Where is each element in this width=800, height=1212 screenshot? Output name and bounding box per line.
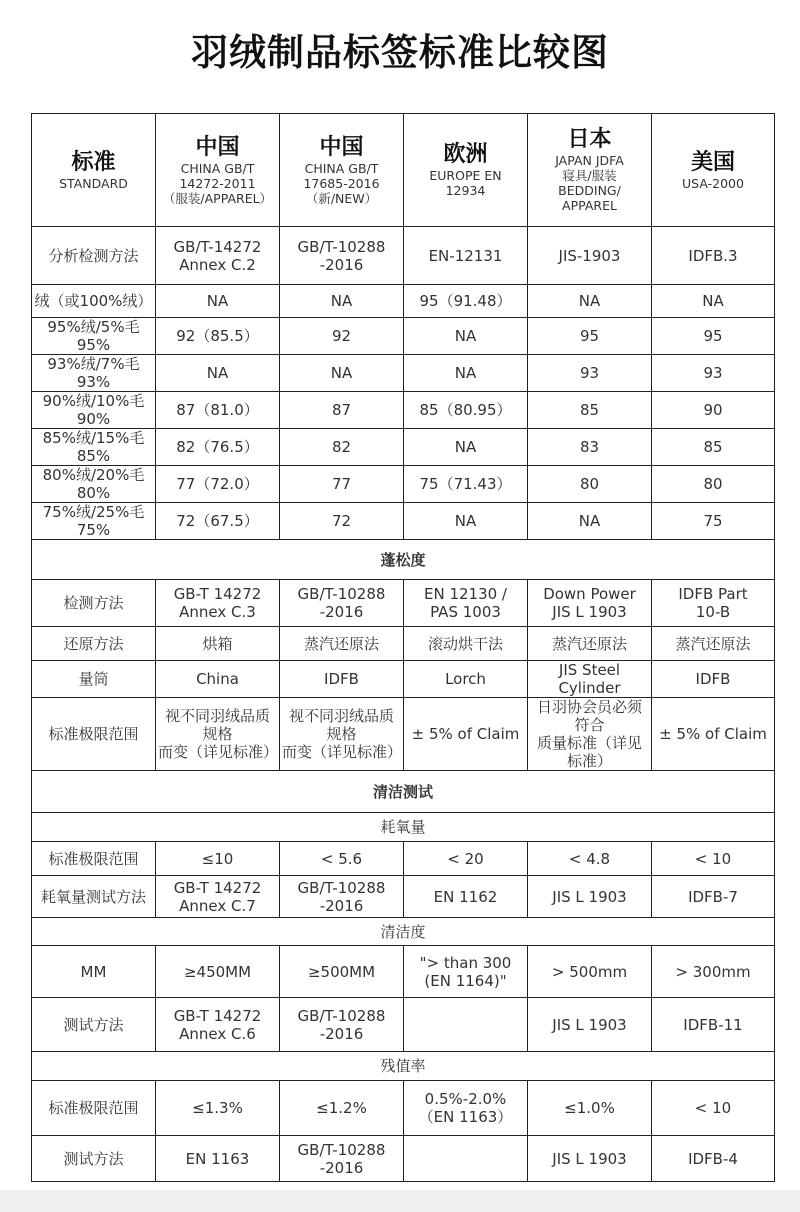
- cell-line: -2016: [319, 603, 364, 621]
- cell-line: 87: [331, 401, 352, 419]
- table-cell: [652, 698, 775, 771]
- table-cell: [156, 627, 280, 661]
- header-row: [32, 114, 775, 227]
- table-cell: [404, 429, 528, 466]
- table-cell: [280, 503, 404, 540]
- cell-line: （服装/APPAREL）: [162, 190, 273, 206]
- cell-line: GB-T 14272: [173, 1006, 262, 1025]
- table-cell: [404, 580, 528, 627]
- cell-line: GB/T-10288: [297, 1140, 386, 1159]
- cell-line: 75: [703, 512, 723, 530]
- cell-line: Down Power: [543, 585, 636, 603]
- cell-line: ≤1.0%: [564, 1099, 615, 1117]
- cell-line: 17685-2016: [303, 175, 380, 191]
- table-cell: [528, 661, 652, 698]
- cell-line: NA: [330, 292, 353, 310]
- table-cell: [404, 227, 528, 285]
- table-cell: [528, 998, 652, 1052]
- cell-line: 0.5%-2.0%: [424, 1090, 507, 1108]
- cell-line: JIS L 1903: [552, 887, 627, 906]
- cell-line: JIS L 1903: [552, 603, 627, 621]
- table-cell: [652, 429, 775, 466]
- table-cell: [280, 876, 404, 918]
- cell-line: 蒸汽还原法: [303, 634, 379, 653]
- table-row: [32, 1081, 775, 1136]
- table-cell: [280, 998, 404, 1052]
- table-cell: [280, 227, 404, 285]
- cell-line: Lorch: [445, 670, 486, 688]
- header-col: [156, 114, 280, 227]
- table-cell: [652, 661, 775, 698]
- table-cell: [528, 429, 652, 466]
- cell-line: ≤1.3%: [192, 1099, 243, 1117]
- cell-line: 92（85.5）: [176, 327, 259, 345]
- table-cell: [280, 429, 404, 466]
- cell-line: （新/NEW）: [305, 190, 378, 206]
- cell-line: -2016: [319, 896, 364, 915]
- table-cell: [652, 318, 775, 355]
- table-cell: [404, 698, 528, 771]
- cell-line: BEDDING/: [558, 183, 621, 198]
- table-row: [32, 661, 775, 698]
- cell-line: 标准: [71, 149, 116, 175]
- table-row: [32, 429, 775, 466]
- row-label: 标准极限范围: [32, 842, 156, 876]
- cell-line: 77: [331, 475, 352, 493]
- cell-line: GB/T-14272: [173, 237, 262, 256]
- row-label: 量筒: [32, 661, 156, 698]
- row-label: 75%绒/25%毛 75%: [32, 503, 156, 540]
- cell-line: 蒸汽还原法: [551, 634, 627, 653]
- cell-line: 10-B: [695, 603, 731, 621]
- cell-line: EN 1163: [185, 1149, 250, 1168]
- cell-line: 80: [579, 475, 600, 493]
- cell-line: 蒸汽还原法: [675, 634, 751, 653]
- cell-line: IDFB Part: [678, 585, 748, 603]
- cell-line: 而变（详见标准）: [158, 743, 279, 761]
- table-cell: [156, 355, 280, 392]
- table-cell: [652, 285, 775, 318]
- cell-line: NA: [454, 364, 477, 382]
- header-col: [652, 114, 775, 227]
- row-label: 80%绒/20%毛 80%: [32, 466, 156, 503]
- subsection-turbidity-cell: 清洁度: [32, 918, 775, 946]
- cell-line: 视不同羽绒品质规格: [164, 707, 270, 743]
- table-cell: [156, 285, 280, 318]
- row-label: 标准极限范围: [32, 1081, 156, 1136]
- cell-line: 85: [579, 401, 600, 419]
- cell-line: ≤10: [201, 849, 234, 868]
- cell-line: < 10: [694, 849, 732, 868]
- table-cell: [404, 466, 528, 503]
- table-cell: [404, 503, 528, 540]
- table-cell: [652, 392, 775, 429]
- table-cell: [404, 946, 528, 998]
- cell-line: "> than 300: [419, 953, 512, 972]
- table-row: [32, 392, 775, 429]
- table-cell: [652, 227, 775, 285]
- cell-line: 中国: [195, 134, 240, 160]
- cell-line: -2016: [319, 1024, 364, 1043]
- cell-line: CHINA GB/T: [304, 160, 379, 176]
- table-cell: [528, 698, 652, 771]
- cell-line: EN-12131: [428, 246, 503, 265]
- cell-line: (EN 1164)": [424, 971, 507, 990]
- cell-line: 85（80.95）: [419, 401, 512, 419]
- cell-line: -2016: [319, 255, 364, 274]
- subsection-residue-cell: 残值率: [32, 1052, 775, 1081]
- cell-line: 美国: [690, 149, 735, 175]
- table-cell: [280, 1136, 404, 1182]
- row-label: 检测方法: [32, 580, 156, 627]
- cell-line: < 5.6: [320, 849, 363, 868]
- table-cell: [280, 355, 404, 392]
- table-cell: [156, 842, 280, 876]
- cell-line: 烘箱: [202, 634, 233, 653]
- footer-strip: [0, 1190, 800, 1212]
- cell-line: < 4.8: [568, 849, 611, 868]
- cell-line: ± 5% of Claim: [659, 725, 767, 743]
- cell-line: 75（71.43）: [419, 475, 512, 493]
- cell-line: 95: [703, 327, 723, 345]
- table-cell: [156, 392, 280, 429]
- table-cell: [652, 355, 775, 392]
- table-cell: [156, 503, 280, 540]
- cell-line: EN 1162: [433, 887, 498, 906]
- cell-line: 87（81.0）: [176, 401, 259, 419]
- table-cell: [280, 661, 404, 698]
- table-cell: [280, 842, 404, 876]
- cell-line: EUROPE EN: [429, 168, 502, 183]
- table-cell: [652, 998, 775, 1052]
- table-cell: [280, 698, 404, 771]
- table-cell: [156, 1081, 280, 1136]
- table-cell: [156, 466, 280, 503]
- table-cell: [652, 842, 775, 876]
- table-row: [32, 503, 775, 540]
- table-cell: [404, 355, 528, 392]
- section-cleanliness-cell: 清洁测试: [32, 771, 775, 813]
- cell-line: 质量标准（详见标准）: [536, 734, 642, 770]
- cell-line: 欧洲: [443, 142, 488, 167]
- table-cell: [156, 580, 280, 627]
- table-row: [32, 285, 775, 318]
- table-cell: [652, 1136, 775, 1182]
- row-label: 绒（或100%绒）: [32, 285, 156, 318]
- header-standard: [32, 114, 156, 227]
- table-cell: [156, 227, 280, 285]
- table-cell: [404, 1081, 528, 1136]
- table-row: [32, 580, 775, 627]
- header-col: [280, 114, 404, 227]
- table-cell: [156, 698, 280, 771]
- table-cell: [404, 998, 528, 1052]
- table-cell: [404, 285, 528, 318]
- cell-line: EN 12130 /: [423, 585, 507, 603]
- table-row: [32, 698, 775, 771]
- cell-line: 72（67.5）: [176, 512, 259, 530]
- table-cell: [528, 355, 652, 392]
- cell-line: 77（72.0）: [176, 475, 259, 493]
- cell-line: Annex C.2: [179, 255, 256, 274]
- section-cleanliness: [32, 771, 775, 813]
- row-label: 测试方法: [32, 1136, 156, 1182]
- page-title: 羽绒制品标签标准比较图: [191, 31, 609, 74]
- cell-line: IDFB: [695, 670, 731, 688]
- row-label: 90%绒/10%毛 90%: [32, 392, 156, 429]
- table-cell: [528, 285, 652, 318]
- row-label: 93%绒/7%毛 93%: [32, 355, 156, 392]
- cell-line: 14272-2011: [179, 175, 256, 191]
- table-row: [32, 227, 775, 285]
- cell-line: ≤1.2%: [316, 1099, 367, 1117]
- table-cell: [652, 1081, 775, 1136]
- subsection-turbidity: [32, 918, 775, 946]
- cell-line: > 300mm: [675, 962, 751, 981]
- cell-line: GB-T 14272: [173, 585, 262, 603]
- section-fill-power: [32, 540, 775, 580]
- table-row: [32, 1136, 775, 1182]
- table-cell: [280, 946, 404, 998]
- table-cell: [652, 946, 775, 998]
- cell-line: NA: [330, 364, 353, 382]
- cell-line: 90: [703, 401, 723, 419]
- table-cell: [404, 627, 528, 661]
- row-label: 85%绒/15%毛 85%: [32, 429, 156, 466]
- table-row: [32, 876, 775, 918]
- table-cell: [156, 318, 280, 355]
- table-cell: [652, 503, 775, 540]
- cell-line: JIS Steel Cylinder: [558, 661, 621, 697]
- cell-line: APPAREL: [562, 198, 617, 213]
- cell-line: 而变（详见标准）: [282, 743, 403, 761]
- subsection-oxygen-cell: 耗氧量: [32, 813, 775, 842]
- table-cell: [528, 1081, 652, 1136]
- cell-line: 72: [331, 512, 352, 530]
- table-cell: [404, 318, 528, 355]
- cell-line: NA: [578, 512, 601, 530]
- cell-line: 滚动烘干法: [427, 634, 503, 653]
- header-col: [528, 114, 652, 227]
- table-cell: [156, 876, 280, 918]
- cell-line: JIS-1903: [558, 246, 621, 265]
- table-cell: [652, 466, 775, 503]
- cell-line: ≥450MM: [183, 962, 252, 981]
- table-cell: [156, 661, 280, 698]
- cell-line: 80: [703, 475, 723, 493]
- table-row: [32, 355, 775, 392]
- row-label: 分析检测方法: [32, 227, 156, 285]
- row-label: 标准极限范围: [32, 698, 156, 771]
- table-cell: [404, 1136, 528, 1182]
- table-cell: [528, 876, 652, 918]
- cell-line: IDFB-4: [688, 1149, 738, 1168]
- cell-line: 寝具/服装: [562, 168, 617, 183]
- table-cell: [404, 392, 528, 429]
- cell-line: NA: [454, 327, 477, 345]
- cell-line: < 10: [694, 1099, 732, 1117]
- table-row: [32, 998, 775, 1052]
- table-cell: [528, 392, 652, 429]
- subsection-oxygen: [32, 813, 775, 842]
- cell-line: NA: [454, 438, 477, 456]
- cell-line: 82（76.5）: [176, 438, 259, 456]
- table-cell: [528, 842, 652, 876]
- table-row: [32, 318, 775, 355]
- table-row: [32, 466, 775, 503]
- cell-line: 85: [703, 438, 723, 456]
- cell-line: NA: [206, 364, 229, 382]
- table-cell: [652, 876, 775, 918]
- cell-line: NA: [454, 512, 477, 530]
- table-cell: [528, 627, 652, 661]
- cell-line: GB-T 14272: [173, 878, 262, 897]
- table-cell: [280, 318, 404, 355]
- table-cell: [528, 318, 652, 355]
- cell-line: USA-2000: [682, 175, 744, 191]
- table-cell: [404, 842, 528, 876]
- cell-line: IDFB.3: [688, 246, 738, 265]
- cell-line: 82: [331, 438, 352, 456]
- table-cell: [528, 946, 652, 998]
- row-label: 测试方法: [32, 998, 156, 1052]
- table-cell: [156, 946, 280, 998]
- table-row: [32, 627, 775, 661]
- row-label: 耗氧量测试方法: [32, 876, 156, 918]
- table-cell: [652, 580, 775, 627]
- cell-line: JIS L 1903: [552, 1149, 627, 1168]
- cell-line: JAPAN JDFA: [555, 153, 624, 168]
- cell-line: > 500mm: [551, 962, 628, 981]
- cell-line: ± 5% of Claim: [411, 725, 520, 743]
- comparison-table: [31, 113, 775, 1182]
- table-cell: [280, 1081, 404, 1136]
- row-label: 95%绒/5%毛 95%: [32, 318, 156, 355]
- cell-line: IDFB-11: [683, 1015, 743, 1034]
- row-label: 还原方法: [32, 627, 156, 661]
- cell-line: GB/T-10288: [297, 878, 386, 897]
- cell-line: 93: [703, 364, 723, 382]
- cell-line: 83: [579, 438, 600, 456]
- cell-line: 日本: [567, 127, 612, 152]
- cell-line: （EN 1163）: [418, 1108, 513, 1126]
- cell-line: GB/T-10288: [297, 585, 386, 603]
- cell-line: NA: [206, 292, 229, 310]
- cell-line: CHINA GB/T: [180, 160, 255, 176]
- cell-line: ≥500MM: [307, 962, 376, 981]
- cell-line: 93: [579, 364, 600, 382]
- table-cell: [280, 580, 404, 627]
- cell-line: NA: [702, 292, 724, 310]
- table-cell: [652, 627, 775, 661]
- cell-line: GB/T-10288: [297, 1006, 386, 1025]
- table-cell: [156, 429, 280, 466]
- cell-line: JIS L 1903: [552, 1015, 627, 1034]
- table-cell: [280, 627, 404, 661]
- cell-line: China: [196, 670, 239, 688]
- row-label: MM: [32, 946, 156, 998]
- cell-line: 95（91.48）: [419, 292, 512, 310]
- header-col: [404, 114, 528, 227]
- table-cell: [280, 285, 404, 318]
- table-row: [32, 946, 775, 998]
- section-fill-power-cell: 蓬松度: [32, 540, 775, 580]
- cell-line: 92: [331, 327, 352, 345]
- cell-line: 12934: [445, 183, 486, 198]
- table-cell: [404, 876, 528, 918]
- cell-line: IDFB: [324, 670, 359, 688]
- cell-line: NA: [578, 292, 601, 310]
- table-cell: [528, 1136, 652, 1182]
- cell-line: IDFB-7: [688, 887, 738, 906]
- table-cell: [156, 998, 280, 1052]
- table-cell: [528, 503, 652, 540]
- cell-line: Annex C.6: [179, 1024, 256, 1043]
- subsection-residue: [32, 1052, 775, 1081]
- table-cell: [156, 1136, 280, 1182]
- cell-line: 中国: [319, 134, 364, 160]
- cell-line: GB/T-10288: [297, 237, 386, 256]
- table-cell: [280, 466, 404, 503]
- cell-line: Annex C.7: [179, 896, 256, 915]
- table-cell: [528, 580, 652, 627]
- cell-line: 视不同羽绒品质规格: [288, 707, 394, 743]
- table-cell: [528, 227, 652, 285]
- table-cell: [528, 466, 652, 503]
- table-row: [32, 842, 775, 876]
- table-cell: [280, 392, 404, 429]
- cell-line: Annex C.3: [179, 603, 256, 621]
- table-cell: [404, 661, 528, 698]
- cell-line: -2016: [319, 1158, 364, 1177]
- cell-line: STANDARD: [59, 175, 128, 191]
- cell-line: 日羽协会员必须符合: [536, 698, 642, 734]
- cell-line: PAS 1003: [430, 603, 501, 621]
- cell-line: 95: [579, 327, 600, 345]
- cell-line: < 20: [447, 849, 484, 868]
